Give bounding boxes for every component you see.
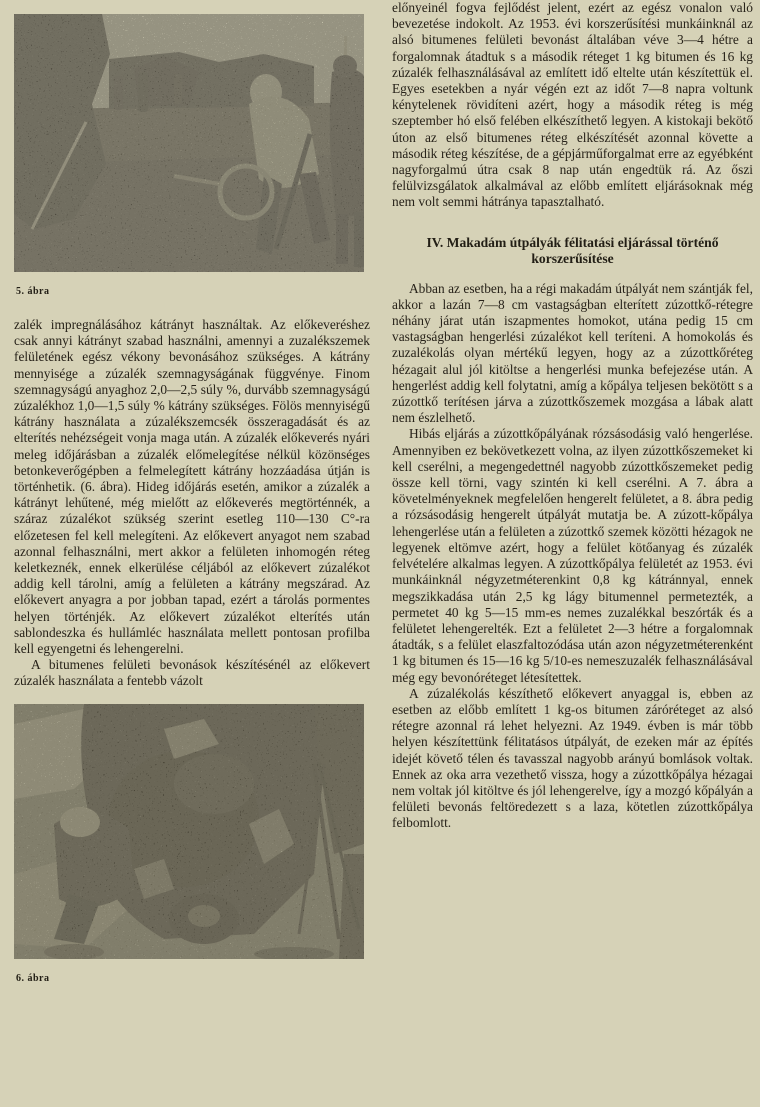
body-paragraph: Abban az esetben, ha a régi makadám útpályát nem szántják fel, akkor a lazán 7—8 cm vastagságban elterített zúzottkő-rétegre néhány járat után iszapmentes homokot, utána pedig 15 cm vastagságban hengerlési zúzalékot kell teríteni. A homokolás és zuzalékolás olyan mértékű legyen, hogy az a zúzottkőréteg hézagait alul jól kitöltse a hengerlési munka befejezése után. A hengerlést addig kell folytatni, amíg a kőpálya teljesen bekötött s a zúzottkő terítésen járva a zúzottkőszemek mozgása a lábak alatt nem észlelhető.: [392, 280, 753, 426]
section-heading: IV. Makadám útpályák félitatási eljárással történő korszerűsítése: [426, 234, 719, 266]
figure-5: [14, 14, 370, 297]
body-paragraph: A bitumenes felületi bevonások készítésénél az előkevert zúzalék használata a fentebb vázolt: [14, 657, 370, 689]
figure-6: [14, 704, 370, 984]
left-column-text: [14, 317, 370, 690]
body-paragraph: zalék impregnálásához kátrányt használtak. Az előkeveréshez csak annyi kátrányt szabad használni, amennyi a zuzalékszemek felületének egész vékony bevonásához szükséges. A kátrány mennyisége a zúzalék szemnagyságának függvénye. Finom szemnagyságú anyaghoz 2,0—2,5 súly %, durvább szemnagyságú zúzalékhoz 1,0—1,5 súly % kátrány szükséges. Fölös mennyiségű kátrány használata a zúzalékszemcsék összeragadását és az elterítés nehézségeit vonja maga után. A zúzalék előkeverés nyári meleg időjárásban a zúzalék előmelegítése nélkül közönséges betonkeverőgépben a felmelegített kátrány hozzáadása útján is történhetik. (6. ábra). Hideg időjárás esetén, amikor a zúzalék a kátrányt lehűtené, még mielőtt az előkeverés megtörténnék, a száraz zúzalékot szükség szerint esetleg 110—130 C°-ra előzetesen fel kell melegíteni. Az előkevert anyagot nem szabad azonnal felhasználni, mert akkor a felületen inhomogén réteg keletkeznék, ennek elkerülése céljából az előkevert zúzalékot addig kell tárolni, amíg a felületen a kátrány megszárad. Az előkevert anyagra a por jobban tapad, ezért a tárolás pormentes helyen történjék. Az előkevert zúzalékot elterítés után sablondeszka és hullámléc használata mellett pontosan profilba kell egyengetni és lehengerelni.: [14, 317, 370, 657]
body-paragraph: előnyeinél fogva fejlődést jelent, ezért az egész vonalon való bevezetése indokolt. Az 1953. évi korszerűsítési munkáinknál az alsó bitumenes felületi bevonást általában véve 3—4 hétre a forgalomnak átadtuk s a második réteget 1 kg bitumen és 16 kg zúzalék felhasználásával az említett idő eltelte után készítettük el. Egyes esetekben a nyár végén ezt az időt 7—8 napra voltunk kénytelenek rövidíteni azért, hogy a második réteg is még szeptember hó első felében elkészíthető legyen. A kistokaji bekötő úton az első bitumenes réteg elkészítését azonnal követte a második réteg készítése, de a gépjárműforgalmat erre az egyébként nagyforgalmú útra csak 8 nap után engedtük rá. Az őszi felülvizsgálatok alkalmával az előbb említett eljárásoknak még nem volt semmi hátránya tapasztalható.: [392, 0, 753, 210]
body-paragraph: A zúzalékolás készíthető előkevert anyaggal is, ebben az esetben az előbb említett 1 kg-os bitumen záróréteget az alsó rétegre azonnal rá lehet helyezni. Az 1949. évben is már több helyen készítettünk félitatásos útpályát, de ezeken már az építés idejét követő télen és tavasszal nagyobb arányú bomlások voltak. Ennek az oka arra vezethető vissza, hogy a zúzottkőpálya hézagai nem voltak jól kitöltve és jól lehengerelve, így a mozgó kőpályán a felületi bevonás feltöredezett s a laza, kötetlen zúzottkőpálya felbomlott.: [392, 685, 753, 831]
body-paragraph: Hibás eljárás a zúzottkőpályának rózsásodásig való hengerlése. Amennyiben ez bekövetkezett volna, az ilyen zúzottkőszemeket ki kell cserélni, a megengedettnél nagyobb zúzottkőszemeket pedig össze kell törni, vagy szintén ki kell cserélni. A 7. ábra a követelményeknek megfelelően hengerelt felületet, a 8. ábra pedig a rózsásodásig hengerelt útpályát mutatja be. A zúzott-kőpálya lehengerlése után a felületen a zúzottkő szemek közötti hézagok ne legyenek eltömve azért, hogy a felület kötőanyag és zúzalék felvételére alkalmas legyen. A zúzottkőpálya felületét az 1953. évi munkáinknál négyzetméterenkint 0,8 kg kátránnyal, ennek megszikkadása után 2,5 kg lágy bitumennel permetezték, a permetet 40 kg 5—15 mm-es nemes zuzalékkal beszórták és a felületet lehengerelték. Ezt a felületet 2—3 hétre a forgalomnak átadták, s a felület elaszfaltozódása után azon négyzetméterenként 1 kg bitumen és 15—16 kg 5/10-es nemeszuzalék felhasználásával még egy bevonóréteget létesítettek.: [392, 426, 753, 685]
figure5-caption: 5. ábra: [16, 286, 50, 297]
figure6-photo: [14, 704, 364, 959]
figure6-caption: 6. ábra: [16, 972, 50, 984]
figure5-photo: [14, 14, 364, 272]
right-column: [392, 0, 753, 832]
left-column: [14, 0, 370, 984]
